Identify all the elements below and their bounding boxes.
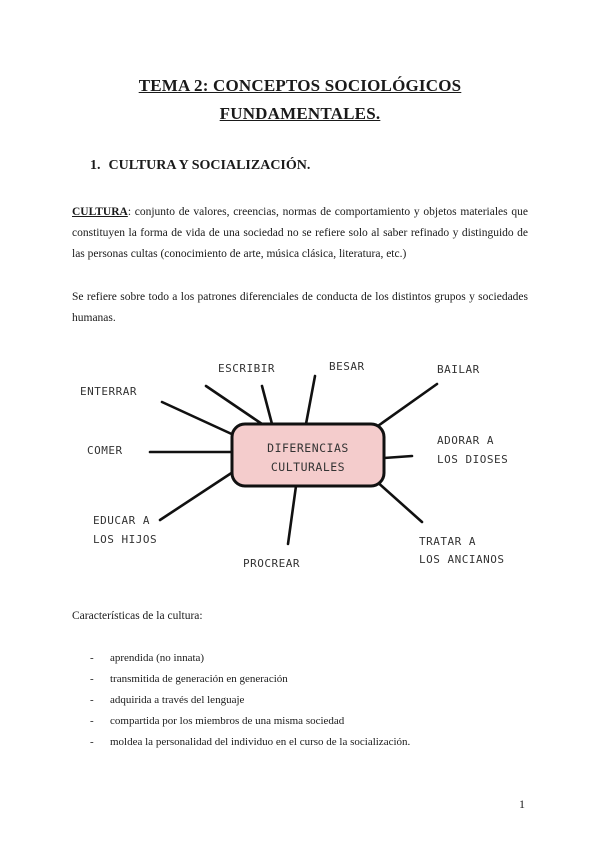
- label-educar-line-1: EDUCAR A: [93, 514, 150, 527]
- label-adorar-line-2: LOS DIOSES: [437, 453, 509, 466]
- paragraph-patrones: Se refiere sobre todo a los patrones diferenciales de conducta de los distintos grupos y sociedades humanas.: [72, 291, 528, 324]
- connector-educar: [160, 470, 236, 520]
- connector-tratar: [375, 480, 422, 522]
- label-besar: BESAR: [329, 360, 365, 373]
- paragraph-cultura: [72, 202, 528, 265]
- bullet-dash: -: [90, 652, 94, 664]
- label-procrear: PROCREAR: [243, 557, 300, 570]
- label-tratar-line-1: TRATAR A: [419, 535, 476, 548]
- term-cultura: CULTURA: [72, 206, 128, 218]
- connector-besar: [306, 376, 315, 424]
- connector-procrear: [288, 486, 296, 544]
- bullet-dash: -: [90, 715, 94, 727]
- cultural-differences-diagram: [0, 340, 600, 590]
- label-bailar: BAILAR: [437, 363, 480, 376]
- label-educar-line-2: LOS HIJOS: [93, 533, 158, 546]
- list-item: [90, 711, 410, 732]
- cultura-definition: : conjunto de valores, creencias, normas de comportamiento y objetos materiales que constituyen la forma de vida de una sociedad no se refiere solo al saber refinado y distinguido de las personas cultas (conocimiento de arte, música clásica, literatura, etc.): [72, 206, 528, 260]
- connector-bailar: [375, 384, 437, 428]
- label-enterrar: ENTERRAR: [80, 385, 137, 398]
- center-label-line-2: CULTURALES: [270, 460, 346, 474]
- connector-escribir: [206, 386, 262, 424]
- list-item: [90, 648, 410, 669]
- label-adorar-line-1: ADORAR A: [437, 434, 494, 447]
- list-item-text: adquirida a través del lenguaje: [110, 694, 245, 706]
- bullet-dash: -: [90, 673, 94, 685]
- center-box: [232, 424, 384, 486]
- section-heading: [90, 158, 310, 174]
- characteristics-list: [90, 648, 410, 753]
- list-item-text: compartida por los miembros de una misma sociedad: [110, 715, 345, 727]
- document-title-line-2: FUNDAMENTALES.: [219, 104, 381, 123]
- center-label-line-1: DIFERENCIAS: [267, 441, 349, 455]
- connector-escribir-2: [262, 386, 272, 424]
- label-comer: COMER: [87, 444, 123, 457]
- list-item: [90, 669, 410, 690]
- list-item-text: transmitida de generación en generación: [110, 673, 288, 685]
- characteristics-heading: Características de la cultura:: [72, 610, 203, 622]
- connector-enterrar: [162, 402, 236, 436]
- page-number: 1: [519, 797, 525, 811]
- list-item: [90, 732, 410, 753]
- bullet-dash: -: [90, 736, 94, 748]
- list-item-text: moldea la personalidad del individuo en el curso de la socialización.: [110, 736, 411, 748]
- label-escribir: ESCRIBIR: [218, 362, 275, 375]
- section-number: 1.: [90, 158, 101, 173]
- list-item: [90, 690, 410, 711]
- document-title-line-1: TEMA 2: CONCEPTOS SOCIOLÓGICOS: [138, 76, 462, 95]
- list-item-text: aprendida (no innata): [110, 652, 205, 664]
- section-title: CULTURA Y SOCIALIZACIÓN.: [108, 158, 311, 173]
- label-tratar-line-2: LOS ANCIANOS: [419, 553, 505, 566]
- connector-adorar: [384, 456, 412, 458]
- bullet-dash: -: [90, 694, 94, 706]
